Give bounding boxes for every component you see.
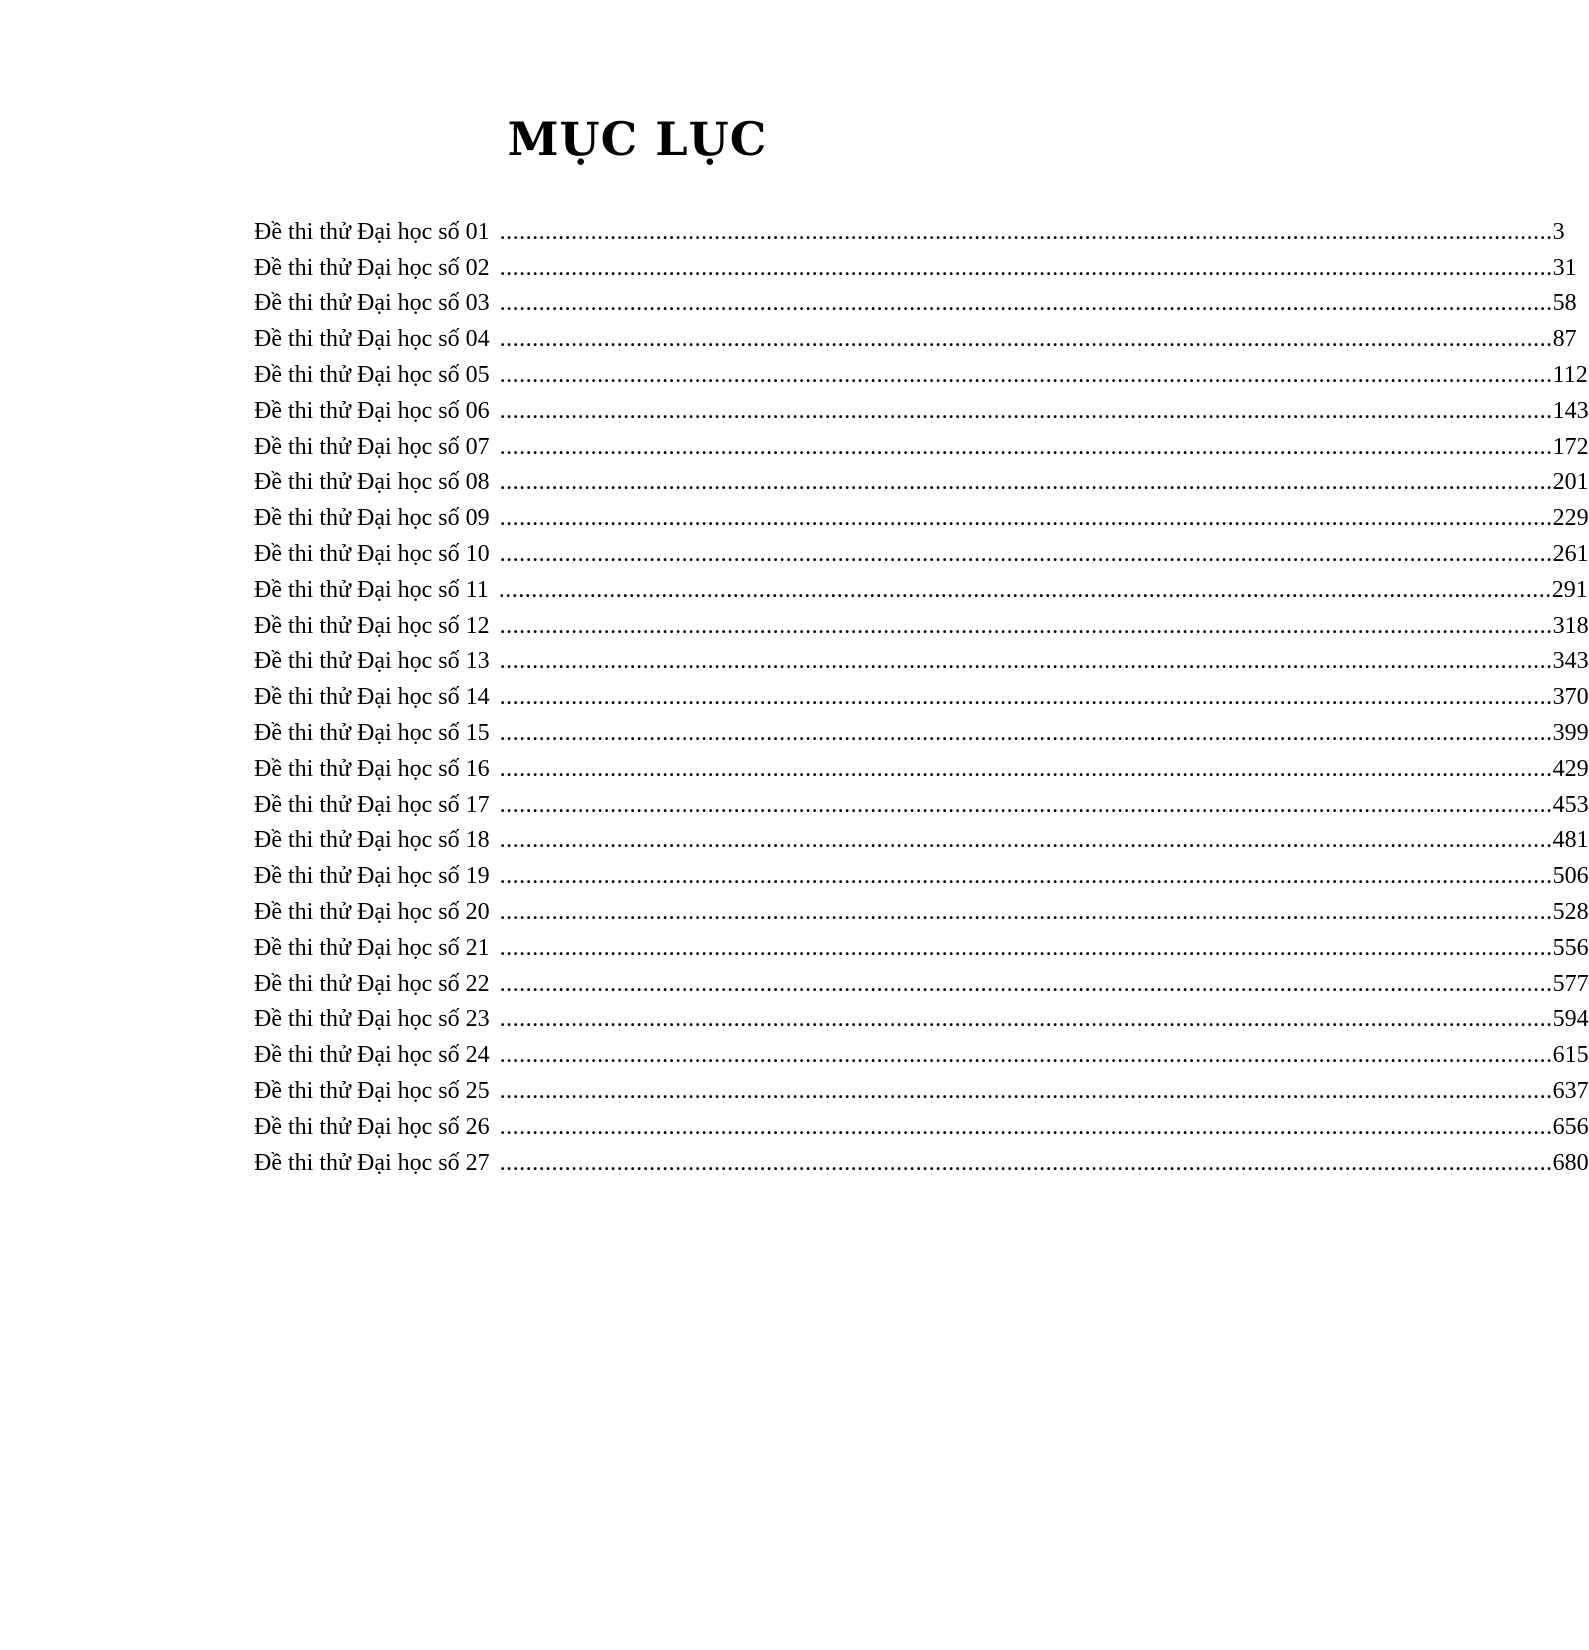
toc-dot-leader: .................................................................................................................................................................. bbox=[499, 755, 1553, 782]
toc-dot-leader: .................................................................................................................................................................. bbox=[499, 863, 1553, 890]
toc-entry[interactable] bbox=[254, 890, 1589, 926]
toc-entry[interactable] bbox=[254, 425, 1589, 461]
toc-dot-leader: .................................................................................................................................................................. bbox=[499, 1006, 1553, 1033]
toc-entry-label: Đề thi thử Đại học số 01 bbox=[254, 218, 490, 245]
toc-entry-page-number: 58 bbox=[1552, 290, 1577, 317]
toc-entry-label: Đề thi thử Đại học số 02 bbox=[254, 254, 490, 281]
toc-entry-page-number: 229 bbox=[1552, 505, 1589, 532]
toc-dot-leader: .................................................................................................................................................................. bbox=[499, 612, 1553, 639]
toc-dot-leader: .................................................................................................................................................................. bbox=[499, 540, 1553, 567]
toc-entry-page-number: 87 bbox=[1552, 326, 1577, 353]
toc-entry-label: Đề thi thử Đại học số 05 bbox=[254, 361, 490, 388]
toc-entry[interactable] bbox=[254, 496, 1589, 532]
toc-dot-leader: .................................................................................................................................................................. bbox=[499, 970, 1553, 997]
toc-entry-label: Đề thi thử Đại học số 10 bbox=[254, 540, 490, 567]
toc-dot-leader: .................................................................................................................................................................. bbox=[499, 505, 1553, 532]
toc-entry[interactable] bbox=[254, 854, 1589, 890]
toc-entry-label: Đề thi thử Đại học số 13 bbox=[254, 648, 490, 675]
toc-entry-label: Đề thi thử Đại học số 18 bbox=[254, 827, 490, 854]
toc-entry[interactable] bbox=[254, 353, 1588, 389]
page-title: MỤC LỤC bbox=[507, 112, 768, 166]
toc-dot-leader: .................................................................................................................................................................. bbox=[499, 791, 1553, 818]
toc-entry-label: Đề thi thử Đại học số 23 bbox=[254, 1006, 490, 1033]
toc-dot-leader: .................................................................................................................................................................. bbox=[499, 898, 1553, 925]
toc-dot-leader: .................................................................................................................................................................. bbox=[499, 433, 1553, 460]
toc-entry[interactable] bbox=[254, 675, 1589, 711]
toc-entry-label: Đề thi thử Đại học số 11 bbox=[254, 576, 489, 603]
toc-entry-page-number: 172 bbox=[1552, 433, 1589, 460]
toc-dot-leader: .................................................................................................................................................................. bbox=[499, 397, 1553, 424]
toc-dot-leader: .................................................................................................................................................................. bbox=[499, 290, 1553, 317]
toc-entry[interactable] bbox=[254, 962, 1589, 998]
toc-entry-page-number: 481 bbox=[1552, 827, 1589, 854]
toc-entry-page-number: 399 bbox=[1552, 719, 1589, 746]
toc-entry-label: Đề thi thử Đại học số 26 bbox=[254, 1113, 490, 1140]
toc-entry-page-number: 577 bbox=[1552, 970, 1589, 997]
toc-entry[interactable] bbox=[254, 532, 1589, 568]
toc-entry-label: Đề thi thử Đại học số 25 bbox=[254, 1077, 490, 1104]
toc-entry[interactable] bbox=[254, 711, 1589, 747]
toc-entry-page-number: 370 bbox=[1552, 684, 1589, 711]
toc-entry-label: Đề thi thử Đại học số 27 bbox=[254, 1149, 490, 1176]
toc-entry[interactable] bbox=[254, 210, 1565, 246]
toc-entry[interactable] bbox=[254, 926, 1589, 962]
toc-entry-page-number: 201 bbox=[1552, 469, 1589, 496]
toc-entry-page-number: 429 bbox=[1552, 755, 1589, 782]
toc-dot-leader: .................................................................................................................................................................. bbox=[499, 1077, 1553, 1104]
toc-entry-label: Đề thi thử Đại học số 14 bbox=[254, 684, 490, 711]
toc-entry-page-number: 453 bbox=[1552, 791, 1589, 818]
toc-entry-page-number: 615 bbox=[1552, 1042, 1589, 1069]
toc-entry-label: Đề thi thử Đại học số 03 bbox=[254, 290, 490, 317]
toc-entry-page-number: 31 bbox=[1552, 254, 1577, 281]
toc-entry[interactable] bbox=[254, 998, 1589, 1034]
toc-entry-page-number: 594 bbox=[1552, 1006, 1589, 1033]
toc-dot-leader: .................................................................................................................................................................. bbox=[499, 684, 1553, 711]
toc-dot-leader: .................................................................................................................................................................. bbox=[499, 934, 1553, 961]
toc-entry-label: Đề thi thử Đại học số 07 bbox=[254, 433, 490, 460]
toc-entry-page-number: 261 bbox=[1552, 540, 1589, 567]
toc-entry-label: Đề thi thử Đại học số 24 bbox=[254, 1042, 490, 1069]
toc-entry[interactable] bbox=[254, 461, 1589, 497]
toc-entry[interactable] bbox=[254, 819, 1589, 855]
toc-entry[interactable] bbox=[254, 317, 1577, 353]
toc-dot-leader: .................................................................................................................................................................. bbox=[498, 576, 1552, 603]
toc-entry-page-number: 637 bbox=[1552, 1077, 1589, 1104]
toc-entry-label: Đề thi thử Đại học số 12 bbox=[254, 612, 490, 639]
toc-dot-leader: .................................................................................................................................................................. bbox=[499, 1113, 1553, 1140]
toc-entry-label: Đề thi thử Đại học số 17 bbox=[254, 791, 490, 818]
toc-dot-leader: .................................................................................................................................................................. bbox=[499, 218, 1553, 245]
toc-entry-label: Đề thi thử Đại học số 09 bbox=[254, 505, 490, 532]
toc-dot-leader: .................................................................................................................................................................. bbox=[499, 361, 1553, 388]
toc-entry-page-number: 112 bbox=[1552, 361, 1588, 388]
toc-dot-leader: .................................................................................................................................................................. bbox=[499, 648, 1553, 675]
toc-dot-leader: .................................................................................................................................................................. bbox=[499, 719, 1553, 746]
toc-entry-label: Đề thi thử Đại học số 21 bbox=[254, 934, 490, 961]
toc-entry-label: Đề thi thử Đại học số 04 bbox=[254, 326, 490, 353]
toc-entry[interactable] bbox=[254, 389, 1589, 425]
toc-entry-label: Đề thi thử Đại học số 20 bbox=[254, 898, 490, 925]
toc-entry-page-number: 291 bbox=[1551, 576, 1588, 603]
toc-entry[interactable] bbox=[254, 640, 1589, 676]
table-of-contents bbox=[254, 210, 1589, 1177]
toc-entry-page-number: 3 bbox=[1552, 218, 1565, 245]
toc-entry-page-number: 343 bbox=[1552, 648, 1589, 675]
toc-entry[interactable] bbox=[254, 1069, 1589, 1105]
toc-dot-leader: .................................................................................................................................................................. bbox=[499, 1042, 1553, 1069]
toc-entry-label: Đề thi thử Đại học số 06 bbox=[254, 397, 490, 424]
toc-entry[interactable] bbox=[254, 1105, 1589, 1141]
toc-entry-page-number: 506 bbox=[1552, 863, 1589, 890]
toc-entry[interactable] bbox=[254, 604, 1589, 640]
toc-entry-page-number: 556 bbox=[1552, 934, 1589, 961]
toc-entry-page-number: 656 bbox=[1552, 1113, 1589, 1140]
toc-entry-page-number: 680 bbox=[1552, 1149, 1589, 1176]
toc-entry-page-number: 143 bbox=[1552, 397, 1589, 424]
toc-entry-label: Đề thi thử Đại học số 08 bbox=[254, 469, 490, 496]
toc-entry[interactable] bbox=[254, 1033, 1589, 1069]
toc-dot-leader: .................................................................................................................................................................. bbox=[499, 254, 1553, 281]
toc-entry-label: Đề thi thử Đại học số 16 bbox=[254, 755, 490, 782]
toc-entry[interactable] bbox=[254, 1141, 1589, 1177]
toc-entry-label: Đề thi thử Đại học số 15 bbox=[254, 719, 490, 746]
toc-entry[interactable] bbox=[254, 282, 1577, 318]
toc-entry-label: Đề thi thử Đại học số 22 bbox=[254, 970, 490, 997]
toc-entry-page-number: 528 bbox=[1552, 898, 1589, 925]
toc-entry[interactable] bbox=[254, 783, 1589, 819]
toc-entry[interactable] bbox=[254, 246, 1577, 282]
toc-dot-leader: .................................................................................................................................................................. bbox=[499, 326, 1553, 353]
toc-entry-page-number: 318 bbox=[1552, 612, 1589, 639]
toc-dot-leader: .................................................................................................................................................................. bbox=[499, 827, 1553, 854]
toc-dot-leader: .................................................................................................................................................................. bbox=[499, 1149, 1553, 1176]
toc-dot-leader: .................................................................................................................................................................. bbox=[499, 469, 1553, 496]
toc-entry-label: Đề thi thử Đại học số 19 bbox=[254, 863, 490, 890]
toc-entry[interactable] bbox=[254, 747, 1589, 783]
toc-entry[interactable] bbox=[254, 568, 1588, 604]
